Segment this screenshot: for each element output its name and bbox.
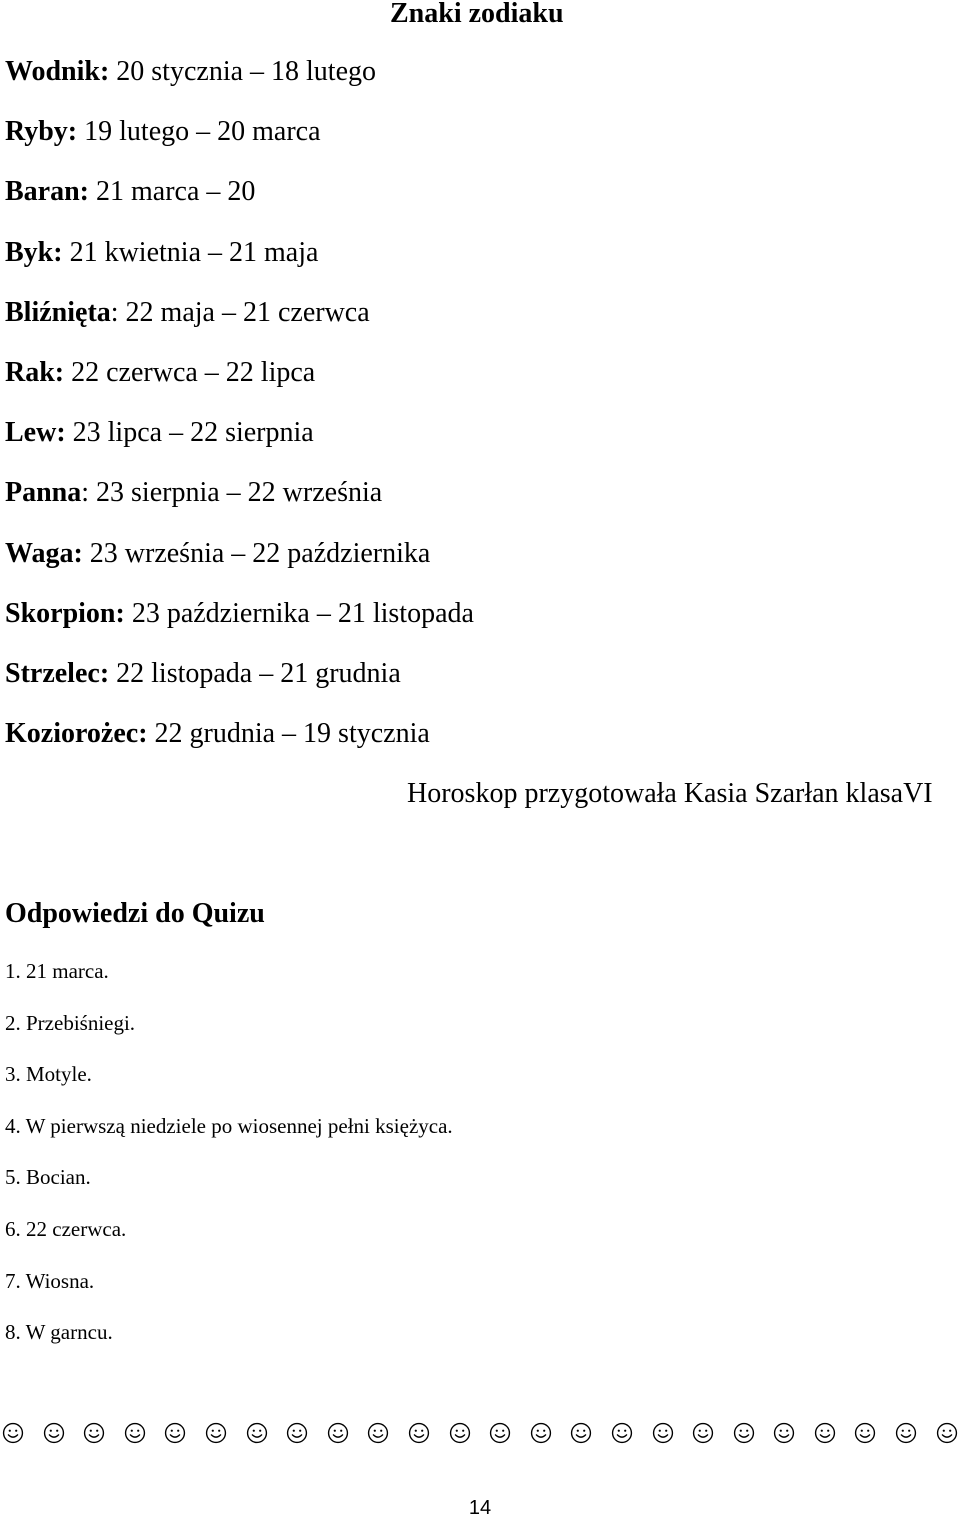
smiley-face-icon [611, 1422, 633, 1444]
quiz-answer: 4. W pierwszą niedziele po wiosennej pełni księżyca. [5, 1113, 453, 1138]
quiz-answer: 8. W garncu. [5, 1320, 113, 1345]
zodiac-item-byk [5, 235, 474, 295]
smiley-face-icon [43, 1422, 65, 1444]
zodiac-sign: Ryby: [5, 116, 78, 148]
zodiac-sign: Waga: [5, 537, 83, 569]
zodiac-item-bliznieta [5, 295, 474, 355]
horoscope-credit: Horoskop przygotowała Kasia Szarłan klasaVI [407, 778, 933, 809]
zodiac-item-panna [5, 475, 474, 535]
zodiac-sign: Bliźnięta [5, 296, 111, 328]
zodiac-item-skorpion [5, 596, 474, 656]
smiley-face-icon [773, 1422, 795, 1444]
page-title: Znaki zodiaku [390, 0, 564, 29]
quiz-answer: 5. Bocian. [5, 1165, 91, 1190]
smiley-row [2, 1422, 958, 1452]
smiley-face-icon [489, 1422, 511, 1444]
zodiac-sign: Wodnik: [5, 56, 110, 87]
quiz-answer: 7. Wiosna. [5, 1268, 95, 1293]
zodiac-sign: Panna [5, 477, 82, 509]
zodiac-dates: 23 września – 22 października [82, 537, 431, 569]
zodiac-dates: 21 marca – 20 [89, 176, 256, 208]
zodiac-sign: Baran: [5, 176, 89, 208]
zodiac-dates: 22 listopada – 21 grudnia [109, 657, 401, 689]
quiz-heading: Odpowiedzi do Quizu [5, 898, 265, 929]
smiley-face-icon [246, 1422, 268, 1444]
smiley-face-icon [692, 1422, 714, 1444]
zodiac-sign: Byk: [5, 236, 63, 268]
smiley-face-icon [124, 1422, 146, 1444]
page-number: 14 [468, 1497, 492, 1519]
zodiac-item-lew [5, 415, 474, 475]
zodiac-dates: 22 czerwca – 22 lipca [64, 356, 316, 388]
zodiac-dates: : 23 sierpnia – 22 września [81, 477, 383, 509]
zodiac-item-baran [5, 174, 474, 234]
smiley-face-icon [83, 1422, 105, 1444]
zodiac-sign: Koziorożec: [5, 718, 148, 750]
quiz-answer: 2. Przebiśniegi. [5, 1010, 136, 1035]
smiley-face-icon [895, 1422, 917, 1444]
zodiac-dates: 22 grudnia – 19 stycznia [147, 718, 430, 750]
smiley-face-icon [286, 1422, 308, 1444]
smiley-face-icon [164, 1422, 186, 1444]
zodiac-dates: 21 kwietnia – 21 maja [62, 236, 319, 268]
zodiac-dates: 20 stycznia – 18 lutego [109, 56, 377, 87]
smiley-face-icon [408, 1422, 430, 1444]
smiley-face-icon [733, 1422, 755, 1444]
smiley-face-icon [530, 1422, 552, 1444]
zodiac-dates: 19 lutego – 20 marca [77, 116, 321, 148]
zodiac-item-strzelec [5, 656, 474, 716]
smiley-face-icon [367, 1422, 389, 1444]
zodiac-item-wodnik [5, 54, 474, 114]
smiley-face-icon [2, 1422, 24, 1444]
smiley-face-icon [814, 1422, 836, 1444]
zodiac-dates: 23 lipca – 22 sierpnia [65, 417, 314, 449]
smiley-face-icon [936, 1422, 958, 1444]
zodiac-item-rak [5, 355, 474, 415]
zodiac-item-koziorozec [5, 716, 474, 776]
smiley-face-icon [652, 1422, 674, 1444]
smiley-face-icon [449, 1422, 471, 1444]
zodiac-dates: : 22 maja – 21 czerwca [110, 296, 370, 328]
zodiac-sign: Strzelec: [5, 657, 110, 689]
zodiac-sign: Rak: [5, 356, 65, 388]
zodiac-sign: Skorpion: [5, 597, 125, 629]
smiley-face-icon [205, 1422, 227, 1444]
smiley-face-icon [854, 1422, 876, 1444]
zodiac-dates: 23 października – 21 listopada [124, 597, 474, 629]
zodiac-sign: Lew: [5, 417, 66, 449]
quiz-answers-list [5, 958, 453, 1371]
quiz-answer: 1. 21 marca. [5, 959, 109, 983]
zodiac-item-waga [5, 536, 474, 596]
smiley-face-icon [327, 1422, 349, 1444]
zodiac-item-ryby [5, 114, 474, 174]
quiz-answer: 3. Motyle. [5, 1062, 92, 1087]
smiley-face-icon [570, 1422, 592, 1444]
quiz-answer: 6. 22 czerwca. [5, 1216, 127, 1241]
zodiac-list [5, 54, 474, 776]
